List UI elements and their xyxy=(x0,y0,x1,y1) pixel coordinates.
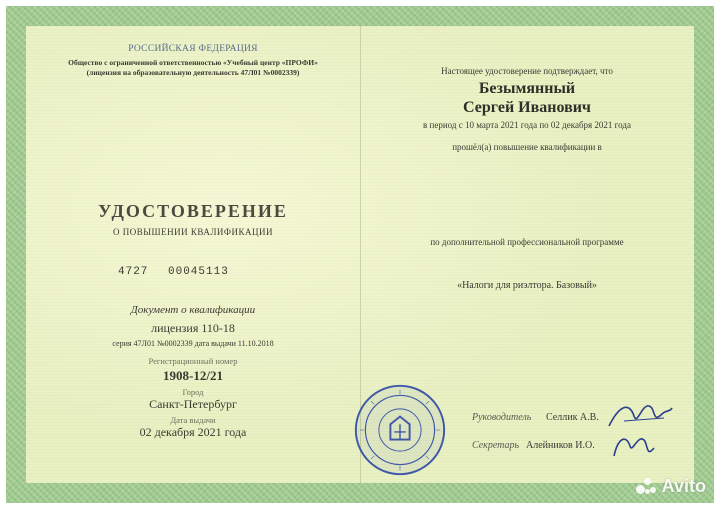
reg-number-label: Регистрационный номер xyxy=(148,356,238,366)
country-label: РОССИЙСКАЯ ФЕДЕРАЦИЯ xyxy=(128,44,258,54)
head-label: Руководитель xyxy=(472,412,532,423)
training-period: в период с 10 марта 2021 года по 02 декабря 2021 года xyxy=(423,120,631,130)
secretary-label: Секретарь xyxy=(472,440,520,451)
secretary-name: Алейников И.О. xyxy=(526,440,595,451)
holder-name: Сергей Иванович xyxy=(463,99,591,116)
series-number: 00045113 xyxy=(168,266,229,278)
passed-text: прошёл(а) повышение квалификации в xyxy=(452,142,602,152)
head-name: Селлик А.В. xyxy=(546,412,599,423)
series-code: 4727 xyxy=(118,266,149,278)
holder-surname: Безымянный xyxy=(478,80,576,97)
program-name: «Налоги для риэлтора. Базовый» xyxy=(457,280,597,291)
org-license: (лицензия на образовательную деятельность 47Л01 №0002339) xyxy=(86,68,300,77)
issue-date-label: Дата выдачи xyxy=(170,415,216,425)
reg-number: 1908-12/21 xyxy=(163,368,223,383)
org-name: Общество с ограниченной ответственностью «Учебный центр «ПРОФИ» xyxy=(68,58,318,67)
issue-date: 02 декабря 2021 года xyxy=(139,425,247,439)
license-detail: серия 47Л01 №0002339 дата выдачи 11.10.2018 xyxy=(112,339,274,348)
organization-seal xyxy=(352,382,448,478)
city-label: Город xyxy=(182,387,204,397)
avito-wordmark: Avito xyxy=(661,476,706,496)
avito-watermark xyxy=(636,476,706,497)
qualification-doc-label: Документ о квалификации xyxy=(130,304,256,316)
document-subtitle: О ПОВЫШЕНИИ КВАЛИФИКАЦИИ xyxy=(112,227,274,237)
license-number: лицензия 110-18 xyxy=(151,321,235,335)
program-label: по дополнительной профессиональной программе xyxy=(430,237,624,247)
document-title: УДОСТОВЕРЕНИЕ xyxy=(98,201,288,221)
certificate-paper xyxy=(26,26,694,483)
secretary-signature xyxy=(608,428,658,464)
avito-logo-icon xyxy=(636,478,658,496)
city: Санкт-Петербург xyxy=(149,397,237,411)
certificate-border xyxy=(6,6,714,503)
confirm-text: Настоящее удостоверение подтверждает, что xyxy=(441,66,613,76)
